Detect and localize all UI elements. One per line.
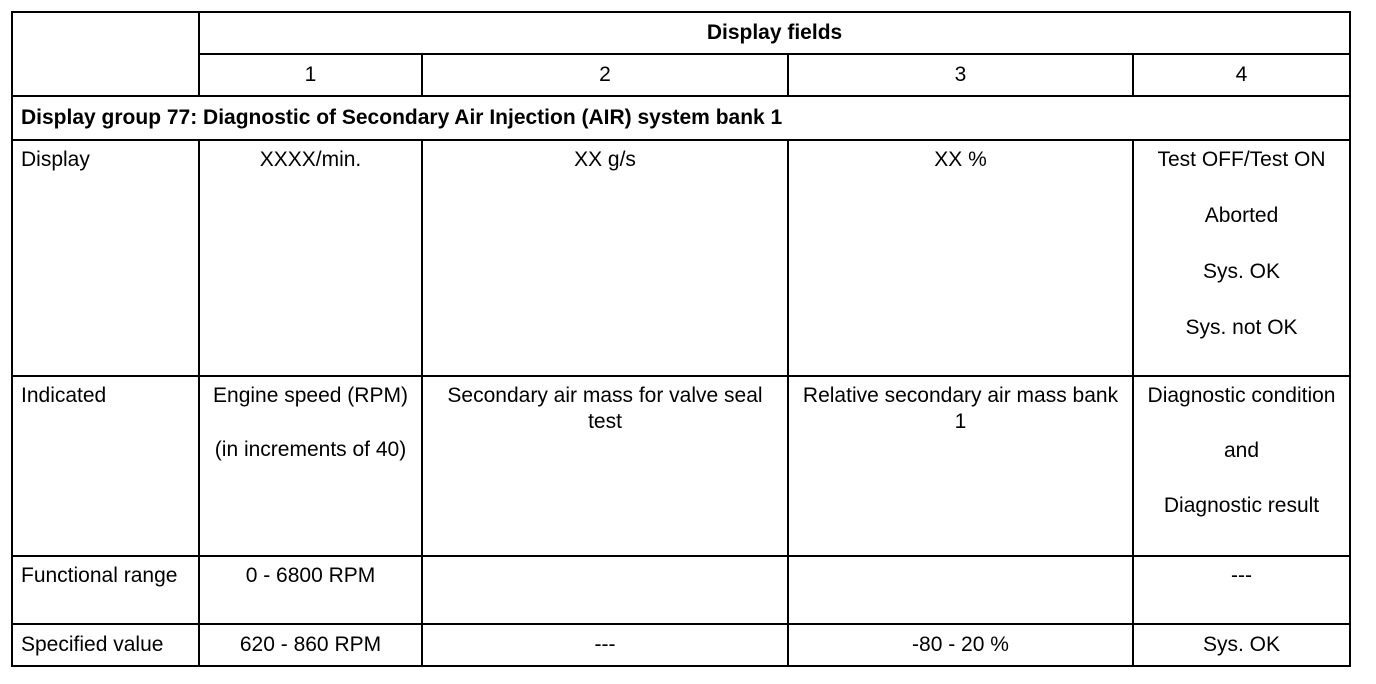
display-field-1: XXXX/min. [199, 140, 422, 376]
indicated-field-4-line: Diagnostic result [1163, 494, 1320, 517]
specified-value-field-3: -80 - 20 % [788, 624, 1133, 666]
functional-range-field-1: 0 - 6800 RPM [199, 556, 422, 624]
indicated-field-4 [1133, 376, 1350, 556]
row-label-indicated: Indicated [12, 376, 199, 556]
display-field-4-line: Aborted [1204, 204, 1279, 227]
display-field-3: XX % [788, 140, 1133, 376]
functional-range-field-2 [422, 556, 788, 624]
row-label-display: Display [12, 140, 199, 376]
corner-cell [12, 12, 199, 96]
row-label-functional-range: Functional range [12, 556, 199, 624]
display-field-4 [1133, 140, 1350, 376]
indicated-field-2: Secondary air mass for valve seal test [422, 376, 788, 556]
specified-value-field-1: 620 - 860 RPM [199, 624, 422, 666]
table-row-functional-range [12, 556, 1350, 624]
column-header-2: 2 [422, 54, 788, 96]
table-row-indicated [12, 376, 1350, 556]
column-header-3: 3 [788, 54, 1133, 96]
column-header-4: 4 [1133, 54, 1350, 96]
functional-range-field-3 [788, 556, 1133, 624]
indicated-field-3: Relative secondary air mass bank 1 [788, 376, 1133, 556]
display-field-2: XX g/s [422, 140, 788, 376]
specified-value-field-2: --- [422, 624, 788, 666]
display-field-4-line: Sys. OK [1202, 260, 1281, 283]
group-title-row [12, 96, 1350, 140]
display-fields-header: Display fields [199, 12, 1350, 54]
column-header-1: 1 [199, 54, 422, 96]
indicated-field-1 [199, 376, 422, 556]
indicated-field-1-line: Engine speed (RPM) [213, 384, 408, 407]
table-row-specified-value [12, 624, 1350, 666]
indicated-field-4-line: and [1223, 439, 1260, 462]
indicated-field-1-line: (in increments of 40) [214, 438, 407, 461]
row-label-specified-value: Specified value [12, 624, 199, 666]
display-group-table [11, 11, 1351, 667]
functional-range-field-4: --- [1133, 556, 1350, 624]
header-row-columns [12, 54, 1350, 96]
table-row-display [12, 140, 1350, 376]
specified-value-field-4: Sys. OK [1133, 624, 1350, 666]
display-field-4-line: Test OFF/Test ON [1157, 148, 1326, 171]
display-field-4-line: Sys. not OK [1185, 316, 1298, 339]
indicated-field-4-line: Diagnostic condition [1147, 384, 1336, 407]
group-title: Display group 77: Diagnostic of Secondary Air Injection (AIR) system bank 1 [12, 96, 1350, 140]
header-row-top [12, 12, 1350, 54]
